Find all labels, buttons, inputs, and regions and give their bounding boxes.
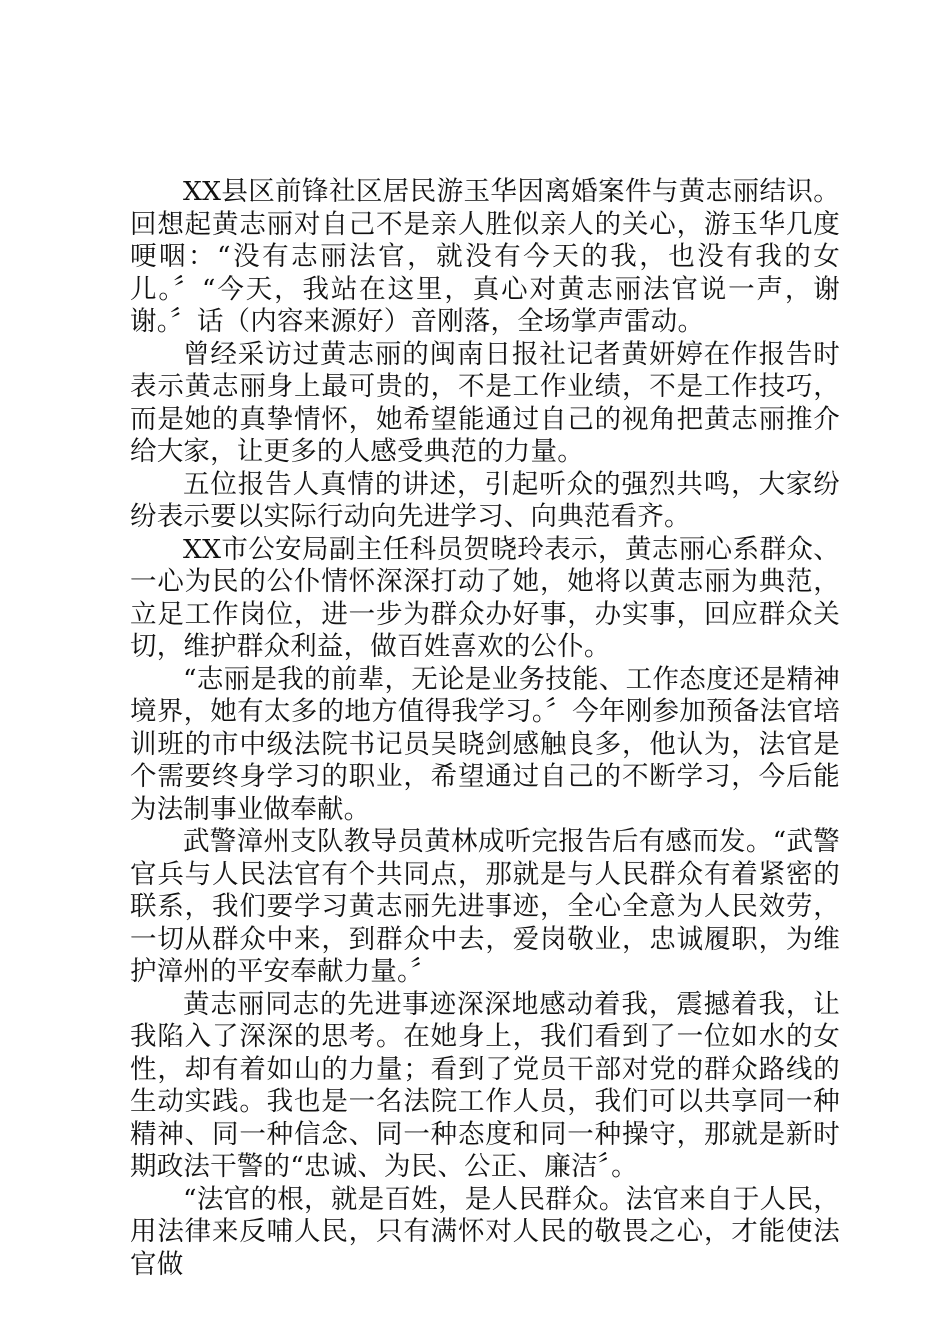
document-body	[130, 176, 840, 1281]
paragraph: XX市公安局副主任科员贺晓玲表示，黄志丽心系群众、一心为民的公仆情怀深深打动了她，她将以黄志丽为典范，立足工作岗位，进一步为群众办好事，办实事，回应群众关切，维护群众利益，做百姓喜欢的公仆。	[130, 533, 840, 662]
paragraph: 武警漳州支队教导员黄林成听完报告后有感而发。“武警官兵与人民法官有个共同点，那就是与人民群众有着紧密的联系，我们要学习黄志丽先进事迹，全心全意为人民效劳，一切从群众中来，到群众中去，爱岗敬业，忠诚履职，为维护漳州的平安奉献力量。〞	[130, 826, 840, 987]
paragraph: “志丽是我的前辈，无论是业务技能、工作态度还是精神境界，她有太多的地方值得我学习。〞今年刚参加预备法官培训班的市中级法院书记员吴晓剑感触良多，他认为，法官是个需要终身学习的职业，希望通过自己的不断学习，今后能为法制事业做奉献。	[130, 663, 840, 825]
paragraph: 五位报告人真情的讲述，引起听众的强烈共鸣，大家纷纷表示要以实际行动向先进学习、向典范看齐。	[130, 468, 840, 532]
paragraph: “法官的根，就是百姓，是人民群众。法官来自于人民，用法律来反哺人民，只有满怀对人民的敬畏之心，才能使法官做	[130, 1183, 840, 1280]
paragraph: 曾经采访过黄志丽的闽南日报社记者黄妍婷在作报告时表示黄志丽身上最可贵的，不是工作业绩，不是工作技巧，而是她的真挚情怀，她希望能通过自己的视角把黄志丽推介给大家，让更多的人感受典范的力量。	[130, 338, 840, 467]
paragraph: XX县区前锋社区居民游玉华因离婚案件与黄志丽结识。回想起黄志丽对自己不是亲人胜似亲人的关心，游玉华几度哽咽：“没有志丽法官，就没有今天的我，也没有我的女儿。〞“今天，我站在这里，真心对黄志丽法官说一声，谢谢。〞话（内容来源好）音刚落，全场掌声雷动。	[130, 176, 840, 337]
paragraph: 黄志丽同志的先进事迹深深地感动着我，震撼着我，让我陷入了深深的思考。在她身上，我们看到了一位如水的女性，却有着如山的力量；看到了党员干部对党的群众路线的生动实践。我也是一名法院工作人员，我们可以共享同一种精神、同一种信念、同一种态度和同一种操守，那就是新时期政法干警的“忠诚、为民、公正、廉洁〞。	[130, 988, 840, 1182]
